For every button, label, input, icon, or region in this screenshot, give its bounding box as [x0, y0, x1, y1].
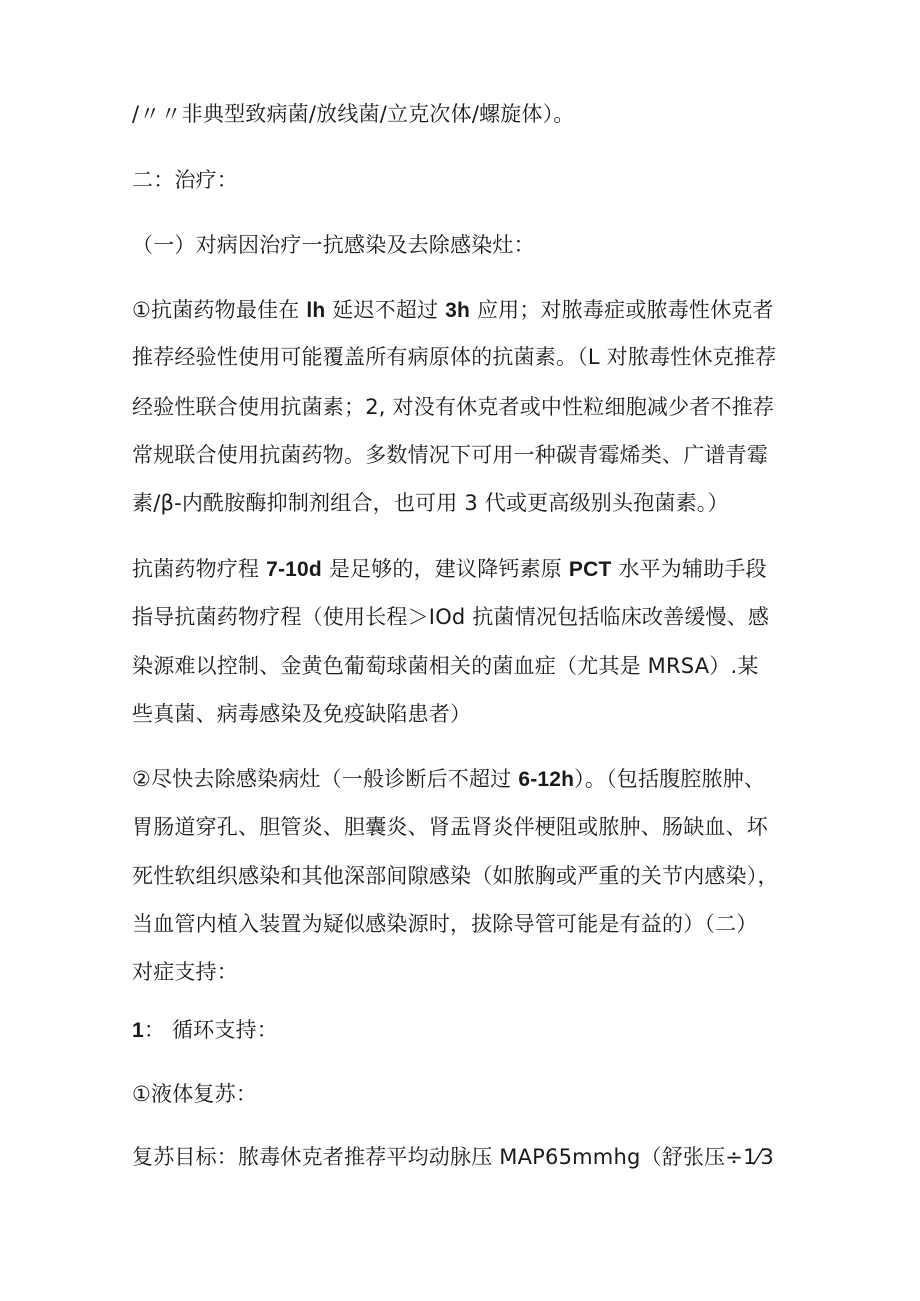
text-line	[132, 100, 575, 128]
text-run: 常规联合使用抗菌药物。多数情况下可用一种碳青霉烯类、广谱青霉	[132, 443, 768, 467]
text-run: 对症支持：	[132, 960, 238, 984]
text-run: 素/β-内酰胺酶抑制剂组合，也可用 3 代或更高级别头孢菌素。）	[132, 491, 729, 515]
text-run: ①液体复苏：	[132, 1082, 258, 1106]
text-line	[132, 393, 774, 421]
text-run: /〃〃非典型致病菌/放线菌/立克次体/螺旋体）。	[132, 102, 575, 126]
text-run: ： 循环支持：	[143, 1018, 278, 1042]
text-run: 些真菌、病毒感染及免疫缺陷患者）	[132, 702, 472, 726]
text-run: 复苏目标：脓毒休克者推荐平均动脉压 MAP65mmhg（舒张压÷1⁄3	[132, 1145, 774, 1169]
text-run: 二：治疗：	[132, 168, 238, 192]
text-line	[132, 813, 768, 841]
text-run: 应用；对脓毒症或脓毒性休克者	[470, 298, 774, 322]
text-line	[132, 555, 767, 584]
text-run: 抗菌药物疗程	[132, 557, 267, 581]
text-run: 经验性联合使用抗菌素；2, 对没有休克者或中性粒细胞减少者不推荐	[132, 395, 775, 419]
text-run: 是足够的，建议降钙素原	[321, 557, 569, 581]
text-line	[132, 1143, 774, 1171]
text-run: 水平为辅助手段	[611, 557, 767, 581]
text-run: 染源难以控制、金黄色葡萄球菌相关的菌血症（尤其是 MRSA）.某	[132, 654, 759, 678]
text-line	[132, 765, 765, 794]
text-line	[132, 958, 238, 986]
subsection-heading	[132, 231, 535, 259]
text-run: 指导抗菌药物疗程（使用长程＞IOd 抗菌情况包括临床改善缓慢、感	[132, 605, 770, 629]
text-line	[132, 343, 776, 371]
text-line	[132, 1080, 257, 1108]
text-line	[132, 296, 774, 325]
text-line	[132, 700, 471, 728]
text-run: 推荐经验性使用可能覆盖所有病原体的抗菌素。（L 对脓毒性休克推荐	[132, 345, 777, 369]
text-line	[132, 603, 769, 631]
text-line	[132, 441, 768, 469]
bold-text: 6-12h	[518, 768, 575, 791]
text-line	[132, 910, 758, 938]
text-run: ②尽快去除感染病灶（一般诊断后不超过	[132, 767, 519, 791]
section-heading	[132, 166, 238, 194]
text-run: 死性软组织感染和其他深部间隙感染（如脓胸或严重的关节内感染），	[132, 864, 779, 888]
bold-text: lh	[306, 299, 326, 322]
text-run: 延迟不超过	[325, 298, 446, 322]
text-run: ）。（包括腹腔脓肿、	[574, 767, 766, 791]
bold-text: PCT	[568, 558, 612, 581]
text-line	[132, 489, 729, 517]
text-run: （一）对病因治疗一抗感染及去除感染灶：	[132, 233, 535, 257]
text-run: 胃肠道穿孔、胆管炎、胆囊炎、肾盂肾炎伴梗阻或脓肿、肠缺血、坏	[132, 815, 768, 839]
text-run: 当血管内植入装置为疑似感染源时，拔除导管可能是有益的）（二）	[132, 912, 758, 936]
text-line	[132, 652, 759, 680]
bold-text: 7-10d	[266, 558, 322, 581]
text-line	[132, 862, 779, 890]
text-run: ①抗菌药物最佳在	[132, 298, 307, 322]
bold-text: 1	[132, 1019, 144, 1042]
subsection-heading	[132, 1016, 278, 1045]
bold-text: 3h	[445, 299, 471, 322]
